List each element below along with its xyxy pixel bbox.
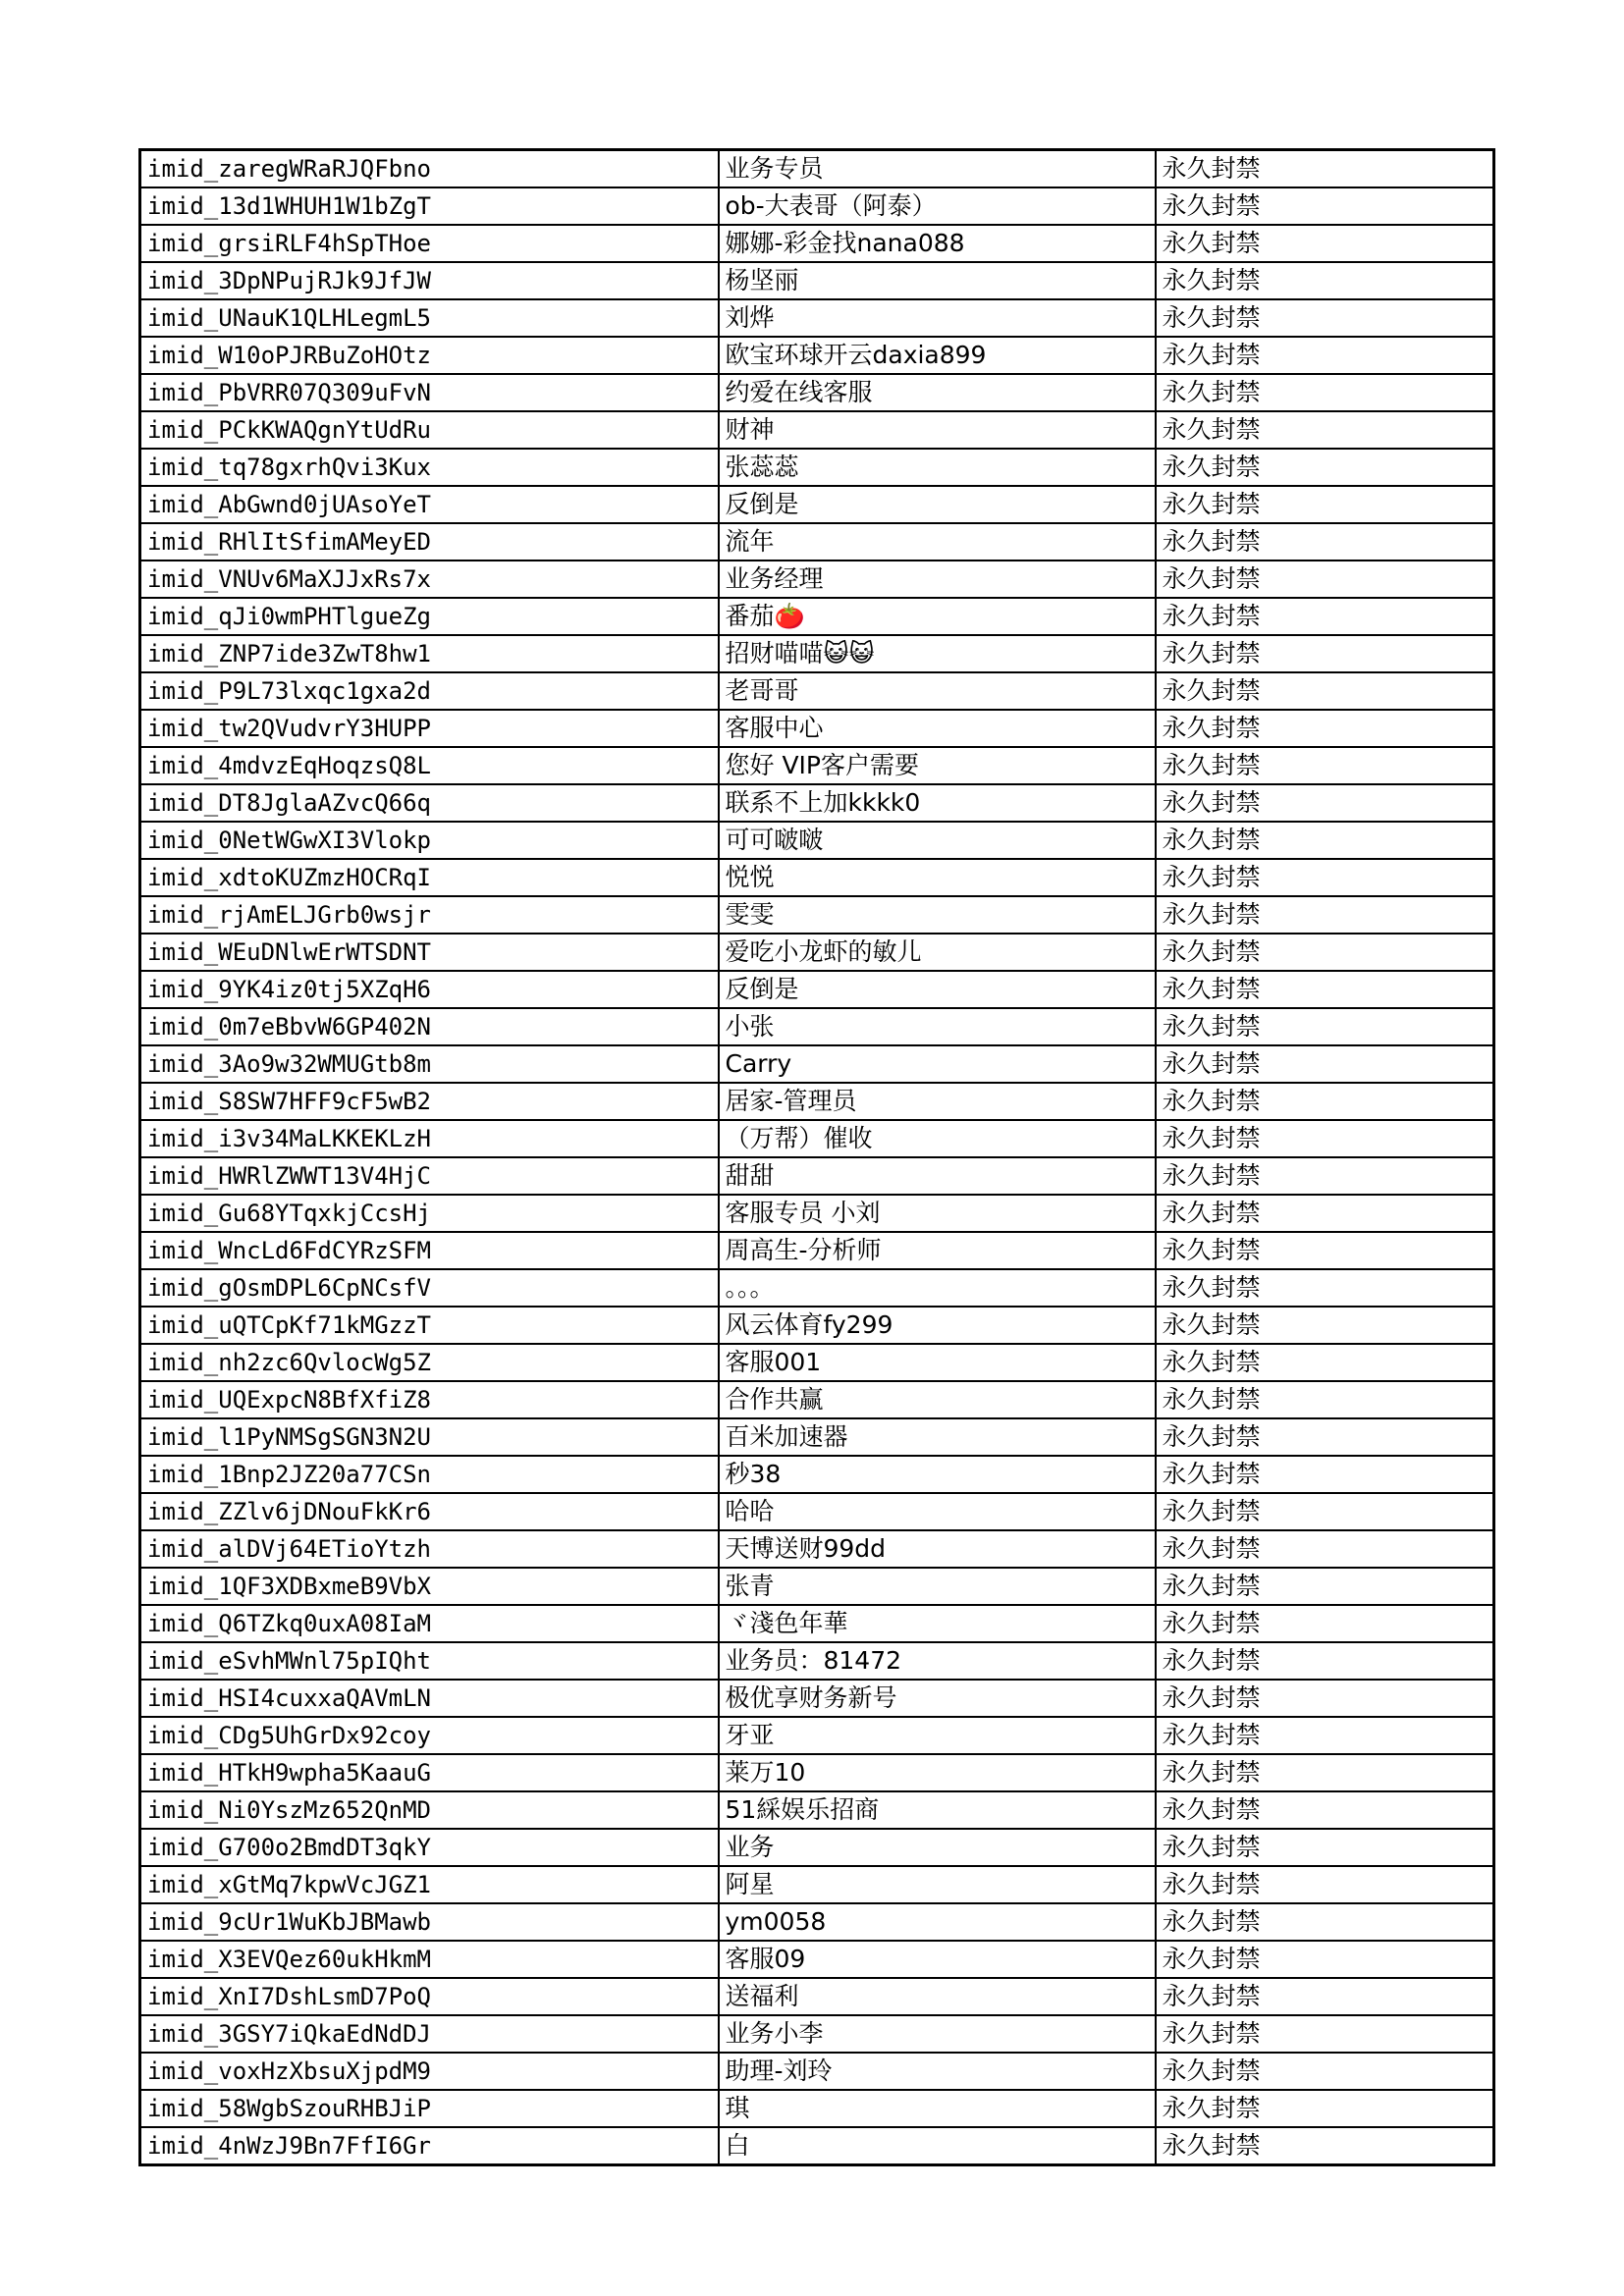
account-id-cell: imid_RHlItSfimAMeyED	[140, 523, 719, 561]
display-name-cell: 白	[719, 2127, 1156, 2165]
table-row	[140, 1083, 1494, 1120]
display-name-cell: Carry	[719, 1045, 1156, 1083]
account-id-cell: imid_HWRlZWWT13V4HjC	[140, 1157, 719, 1195]
ban-status-cell: 永久封禁	[1156, 486, 1494, 523]
display-name-cell: 客服专员 小刘	[719, 1195, 1156, 1232]
account-id-cell: imid_Q6TZkq0uxA08IaM	[140, 1605, 719, 1642]
ban-status-cell: 永久封禁	[1156, 299, 1494, 337]
table-row	[140, 1157, 1494, 1195]
ban-status-cell: 永久封禁	[1156, 1493, 1494, 1530]
account-id-cell: imid_1Bnp2JZ20a77CSn	[140, 1456, 719, 1493]
account-id-cell: imid_WncLd6FdCYRzSFM	[140, 1232, 719, 1269]
display-name-cell: 可可啵啵	[719, 822, 1156, 859]
display-name-cell: 反倒是	[719, 971, 1156, 1008]
table-row	[140, 859, 1494, 896]
display-name-cell: 合作共赢	[719, 1381, 1156, 1418]
table-row	[140, 1456, 1494, 1493]
display-name-cell: 阿星	[719, 1866, 1156, 1903]
ban-status-cell: 永久封禁	[1156, 561, 1494, 598]
display-name-cell: 极优享财务新号	[719, 1680, 1156, 1717]
account-id-cell: imid_X3EVQez60ukHkmM	[140, 1941, 719, 1978]
ban-status-cell: 永久封禁	[1156, 225, 1494, 262]
table-row	[140, 1381, 1494, 1418]
ban-status-cell: 永久封禁	[1156, 337, 1494, 374]
table-row	[140, 1568, 1494, 1605]
account-id-cell: imid_i3v34MaLKKEKLzH	[140, 1120, 719, 1157]
account-id-cell: imid_voxHzXbsuXjpdM9	[140, 2053, 719, 2090]
ban-status-cell: 永久封禁	[1156, 1120, 1494, 1157]
ban-status-cell: 永久封禁	[1156, 2090, 1494, 2127]
display-name-cell: 业务专员	[719, 150, 1156, 188]
table-row	[140, 1530, 1494, 1568]
account-id-cell: imid_3DpNPujRJk9JfJW	[140, 262, 719, 299]
table-body	[140, 150, 1494, 2165]
ban-status-cell: 永久封禁	[1156, 2053, 1494, 2090]
display-name-cell: 居家-管理员	[719, 1083, 1156, 1120]
ban-status-cell: 永久封禁	[1156, 2015, 1494, 2053]
table-row	[140, 299, 1494, 337]
account-id-cell: imid_PbVRR07Q309uFvN	[140, 374, 719, 411]
ban-status-cell: 永久封禁	[1156, 971, 1494, 1008]
display-name-cell: 风云体育fy299	[719, 1307, 1156, 1344]
table-row	[140, 2053, 1494, 2090]
table-row	[140, 598, 1494, 635]
display-name-cell: 百米加速器	[719, 1418, 1156, 1456]
account-id-cell: imid_G700o2BmdDT3qkY	[140, 1829, 719, 1866]
table-row	[140, 1045, 1494, 1083]
ban-status-cell: 永久封禁	[1156, 1456, 1494, 1493]
table-row	[140, 411, 1494, 449]
ban-status-cell: 永久封禁	[1156, 411, 1494, 449]
ban-status-cell: 永久封禁	[1156, 262, 1494, 299]
account-id-cell: imid_58WgbSzouRHBJiP	[140, 2090, 719, 2127]
ban-status-cell: 永久封禁	[1156, 1605, 1494, 1642]
table-row	[140, 672, 1494, 710]
ban-status-cell: 永久封禁	[1156, 1978, 1494, 2015]
ban-status-cell: 永久封禁	[1156, 374, 1494, 411]
account-id-cell: imid_ZZlv6jDNouFkKr6	[140, 1493, 719, 1530]
ban-status-cell: 永久封禁	[1156, 1307, 1494, 1344]
ban-status-cell: 永久封禁	[1156, 187, 1494, 225]
table-row	[140, 187, 1494, 225]
table-row	[140, 1344, 1494, 1381]
ban-status-cell: 永久封禁	[1156, 635, 1494, 672]
display-name-cell: 悦悦	[719, 859, 1156, 896]
account-id-cell: imid_1QF3XDBxmeB9VbX	[140, 1568, 719, 1605]
account-id-cell: imid_0NetWGwXI3Vlokp	[140, 822, 719, 859]
table-row	[140, 1829, 1494, 1866]
ban-status-cell: 永久封禁	[1156, 1941, 1494, 1978]
account-id-cell: imid_nh2zc6QvlocWg5Z	[140, 1344, 719, 1381]
account-id-cell: imid_CDg5UhGrDx92coy	[140, 1717, 719, 1754]
table-row	[140, 449, 1494, 486]
account-id-cell: imid_rjAmELJGrb0wsjr	[140, 896, 719, 934]
account-id-cell: imid_13d1WHUH1W1bZgT	[140, 187, 719, 225]
display-name-cell: ym0058	[719, 1903, 1156, 1941]
ban-status-cell: 永久封禁	[1156, 150, 1494, 188]
table-row	[140, 1717, 1494, 1754]
table-row	[140, 1903, 1494, 1941]
account-id-cell: imid_4nWzJ9Bn7FfI6Gr	[140, 2127, 719, 2165]
account-id-cell: imid_9YK4iz0tj5XZqH6	[140, 971, 719, 1008]
ban-status-cell: 永久封禁	[1156, 1045, 1494, 1083]
display-name-cell: 欧宝环球开云daxia899	[719, 337, 1156, 374]
display-name-cell: 秒38	[719, 1456, 1156, 1493]
account-id-cell: imid_xGtMq7kpwVcJGZ1	[140, 1866, 719, 1903]
account-id-cell: imid_UQExpcN8BfXfiZ8	[140, 1381, 719, 1418]
account-id-cell: imid_gOsmDPL6CpNCsfV	[140, 1269, 719, 1307]
ban-status-cell: 永久封禁	[1156, 1418, 1494, 1456]
account-id-cell: imid_XnI7DshLsmD7PoQ	[140, 1978, 719, 2015]
table-row	[140, 934, 1494, 971]
ban-status-cell: 永久封禁	[1156, 1008, 1494, 1045]
account-id-cell: imid_xdtoKUZmzHOCRqI	[140, 859, 719, 896]
ban-status-cell: 永久封禁	[1156, 1083, 1494, 1120]
table-row	[140, 1120, 1494, 1157]
account-id-cell: imid_tw2QVudvrY3HUPP	[140, 710, 719, 747]
banned-accounts-table	[138, 148, 1495, 2166]
display-name-cell: 周高生-分析师	[719, 1232, 1156, 1269]
account-id-cell: imid_0m7eBbvW6GP402N	[140, 1008, 719, 1045]
ban-status-cell: 永久封禁	[1156, 1791, 1494, 1829]
ban-status-cell: 永久封禁	[1156, 1344, 1494, 1381]
table-row	[140, 896, 1494, 934]
ban-status-cell: 永久封禁	[1156, 449, 1494, 486]
table-row	[140, 337, 1494, 374]
table-row	[140, 784, 1494, 822]
ban-status-cell: 永久封禁	[1156, 1157, 1494, 1195]
table-row	[140, 1978, 1494, 2015]
table-row	[140, 747, 1494, 784]
account-id-cell: imid_PCkKWAQgnYtUdRu	[140, 411, 719, 449]
table-row	[140, 2090, 1494, 2127]
ban-status-cell: 永久封禁	[1156, 1829, 1494, 1866]
display-name-cell: 联系不上加kkkk0	[719, 784, 1156, 822]
table-row	[140, 1754, 1494, 1791]
account-id-cell: imid_eSvhMWnl75pIQht	[140, 1642, 719, 1680]
display-name-cell: 张青	[719, 1568, 1156, 1605]
table-row	[140, 561, 1494, 598]
ban-status-cell: 永久封禁	[1156, 1530, 1494, 1568]
display-name-cell: 。。。	[719, 1269, 1156, 1307]
account-id-cell: imid_Gu68YTqxkjCcsHj	[140, 1195, 719, 1232]
account-id-cell: imid_9cUr1WuKbJBMawb	[140, 1903, 719, 1941]
display-name-cell: 招财喵喵😺😺	[719, 635, 1156, 672]
table-row	[140, 1605, 1494, 1642]
ban-status-cell: 永久封禁	[1156, 747, 1494, 784]
display-name-cell: 小张	[719, 1008, 1156, 1045]
table-row	[140, 1269, 1494, 1307]
table-row	[140, 225, 1494, 262]
table-row	[140, 1680, 1494, 1717]
account-id-cell: imid_AbGwnd0jUAsoYeT	[140, 486, 719, 523]
ban-status-cell: 永久封禁	[1156, 1269, 1494, 1307]
account-id-cell: imid_ZNP7ide3ZwT8hw1	[140, 635, 719, 672]
account-id-cell: imid_zaregWRaRJQFbno	[140, 150, 719, 188]
display-name-cell: （万帮）催收	[719, 1120, 1156, 1157]
display-name-cell: 客服中心	[719, 710, 1156, 747]
display-name-cell: 爱吃小龙虾的敏儿	[719, 934, 1156, 971]
display-name-cell: 番茄🍅	[719, 598, 1156, 635]
account-id-cell: imid_uQTCpKf71kMGzzT	[140, 1307, 719, 1344]
table-row	[140, 1307, 1494, 1344]
ban-status-cell: 永久封禁	[1156, 784, 1494, 822]
ban-status-cell: 永久封禁	[1156, 1568, 1494, 1605]
ban-status-cell: 永久封禁	[1156, 1717, 1494, 1754]
display-name-cell: 琪	[719, 2090, 1156, 2127]
display-name-cell: 业务	[719, 1829, 1156, 1866]
display-name-cell: 约爱在线客服	[719, 374, 1156, 411]
account-id-cell: imid_HSI4cuxxaQAVmLN	[140, 1680, 719, 1717]
display-name-cell: ヾ淺色年華	[719, 1605, 1156, 1642]
table-row	[140, 1941, 1494, 1978]
table-row	[140, 262, 1494, 299]
display-name-cell: 刘烨	[719, 299, 1156, 337]
display-name-cell: 哈哈	[719, 1493, 1156, 1530]
ban-status-cell: 永久封禁	[1156, 523, 1494, 561]
account-id-cell: imid_HTkH9wpha5KaauG	[140, 1754, 719, 1791]
account-id-cell: imid_alDVj64ETioYtzh	[140, 1530, 719, 1568]
display-name-cell: 业务经理	[719, 561, 1156, 598]
account-id-cell: imid_P9L73lxqc1gxa2d	[140, 672, 719, 710]
display-name-cell: 天博送财99dd	[719, 1530, 1156, 1568]
table-row	[140, 150, 1494, 188]
display-name-cell: 业务小李	[719, 2015, 1156, 2053]
spreadsheet-page	[138, 148, 1492, 2166]
display-name-cell: 莱万10	[719, 1754, 1156, 1791]
account-id-cell: imid_WEuDNlwErWTSDNT	[140, 934, 719, 971]
table-row	[140, 1791, 1494, 1829]
display-name-cell: 牙亚	[719, 1717, 1156, 1754]
ban-status-cell: 永久封禁	[1156, 1754, 1494, 1791]
display-name-cell: 甜甜	[719, 1157, 1156, 1195]
table-row	[140, 1866, 1494, 1903]
account-id-cell: imid_VNUv6MaXJJxRs7x	[140, 561, 719, 598]
table-row	[140, 1493, 1494, 1530]
table-row	[140, 486, 1494, 523]
ban-status-cell: 永久封禁	[1156, 598, 1494, 635]
table-row	[140, 1195, 1494, 1232]
ban-status-cell: 永久封禁	[1156, 710, 1494, 747]
display-name-cell: 杨坚丽	[719, 262, 1156, 299]
table-row	[140, 822, 1494, 859]
ban-status-cell: 永久封禁	[1156, 896, 1494, 934]
account-id-cell: imid_l1PyNMSgSGN3N2U	[140, 1418, 719, 1456]
account-id-cell: imid_4mdvzEqHoqzsQ8L	[140, 747, 719, 784]
table-row	[140, 2015, 1494, 2053]
display-name-cell: 业务员：81472	[719, 1642, 1156, 1680]
ban-status-cell: 永久封禁	[1156, 1642, 1494, 1680]
ban-status-cell: 永久封禁	[1156, 1195, 1494, 1232]
ban-status-cell: 永久封禁	[1156, 1232, 1494, 1269]
table-row	[140, 1642, 1494, 1680]
table-row	[140, 374, 1494, 411]
account-id-cell: imid_tq78gxrhQvi3Kux	[140, 449, 719, 486]
ban-status-cell: 永久封禁	[1156, 934, 1494, 971]
display-name-cell: 老哥哥	[719, 672, 1156, 710]
display-name-cell: 财神	[719, 411, 1156, 449]
display-name-cell: 反倒是	[719, 486, 1156, 523]
ban-status-cell: 永久封禁	[1156, 1680, 1494, 1717]
display-name-cell: 流年	[719, 523, 1156, 561]
display-name-cell: 您好 VIP客户需要	[719, 747, 1156, 784]
display-name-cell: 客服001	[719, 1344, 1156, 1381]
display-name-cell: 客服09	[719, 1941, 1156, 1978]
display-name-cell: 娜娜-彩金找nana088	[719, 225, 1156, 262]
ban-status-cell: 永久封禁	[1156, 822, 1494, 859]
table-row	[140, 635, 1494, 672]
ban-status-cell: 永久封禁	[1156, 1903, 1494, 1941]
display-name-cell: 51綵娱乐招商	[719, 1791, 1156, 1829]
ban-status-cell: 永久封禁	[1156, 1866, 1494, 1903]
table-row	[140, 971, 1494, 1008]
ban-status-cell: 永久封禁	[1156, 859, 1494, 896]
display-name-cell: ob-大表哥（阿泰）	[719, 187, 1156, 225]
display-name-cell: 雯雯	[719, 896, 1156, 934]
account-id-cell: imid_UNauK1QLHLegmL5	[140, 299, 719, 337]
account-id-cell: imid_qJi0wmPHTlgueZg	[140, 598, 719, 635]
table-row	[140, 523, 1494, 561]
account-id-cell: imid_S8SW7HFF9cF5wB2	[140, 1083, 719, 1120]
account-id-cell: imid_3GSY7iQkaEdNdDJ	[140, 2015, 719, 2053]
account-id-cell: imid_grsiRLF4hSpTHoe	[140, 225, 719, 262]
table-row	[140, 1008, 1494, 1045]
ban-status-cell: 永久封禁	[1156, 1381, 1494, 1418]
account-id-cell: imid_DT8JglaAZvcQ66q	[140, 784, 719, 822]
display-name-cell: 张蕊蕊	[719, 449, 1156, 486]
account-id-cell: imid_W10oPJRBuZoHOtz	[140, 337, 719, 374]
display-name-cell: 送福利	[719, 1978, 1156, 2015]
account-id-cell: imid_3Ao9w32WMUGtb8m	[140, 1045, 719, 1083]
ban-status-cell: 永久封禁	[1156, 2127, 1494, 2165]
table-row	[140, 1232, 1494, 1269]
ban-status-cell: 永久封禁	[1156, 672, 1494, 710]
account-id-cell: imid_Ni0YszMz652QnMD	[140, 1791, 719, 1829]
table-row	[140, 2127, 1494, 2165]
display-name-cell: 助理-刘玲	[719, 2053, 1156, 2090]
table-row	[140, 710, 1494, 747]
table-row	[140, 1418, 1494, 1456]
